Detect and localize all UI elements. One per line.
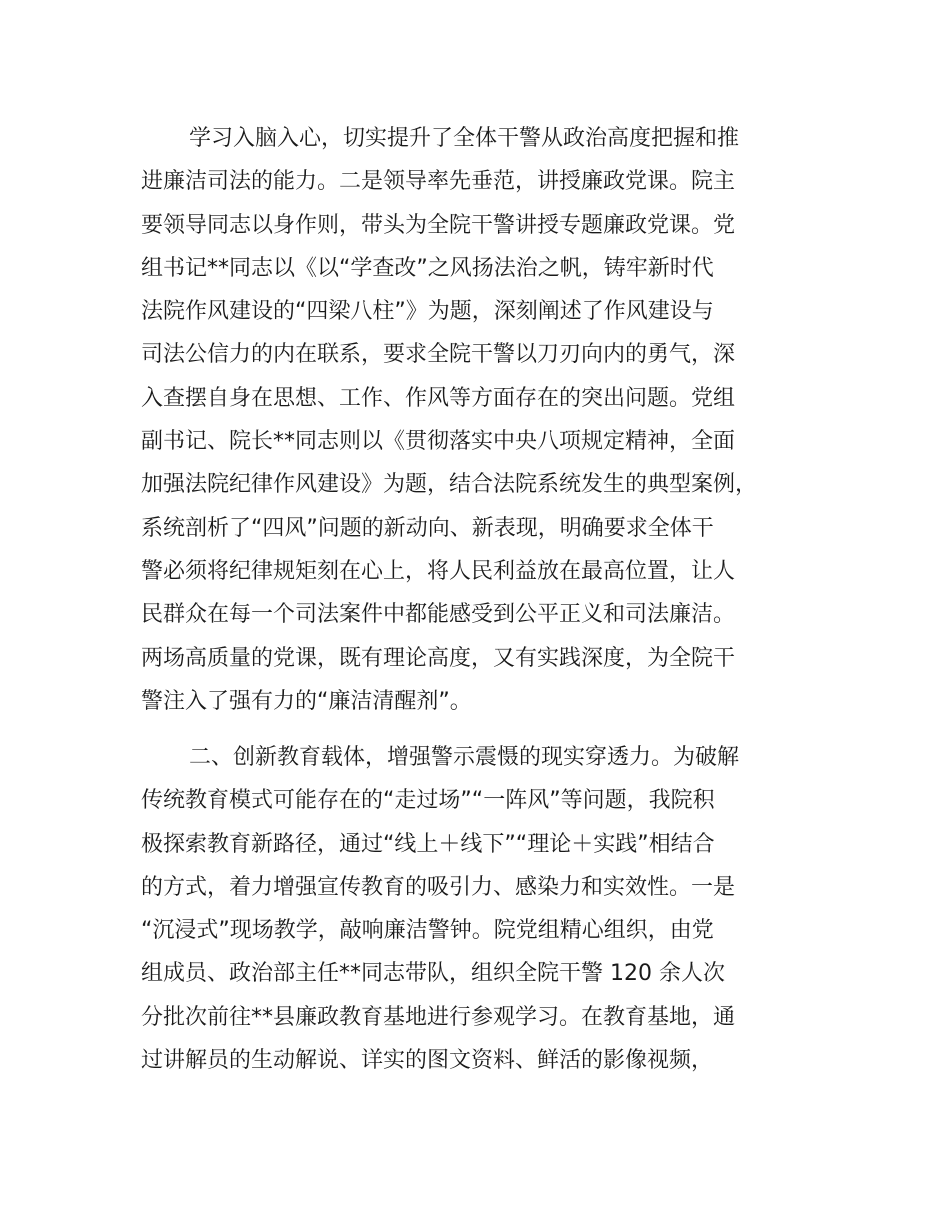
text-line: 系统剖析了“四风”问题的新动向、新表现，明确要求全体干 (141, 515, 714, 541)
text-line: 进廉洁司法的能力。二是领导率先垂范，讲授廉政党课。院主 (141, 169, 736, 195)
text-line: 两场高质量的党课，既有理论高度，又有实践深度，为全院干 (141, 645, 736, 671)
text-line: 过讲解员的生动解说、详实的图文资料、鲜活的影像视频， (141, 1048, 714, 1074)
text-line: 副书记、院长**同志则以《贯彻落实中央八项规定精神，全面 (141, 429, 736, 455)
text-line: 警必须将纪律规矩刻在心上，将人民利益放在最高位置，让人 (141, 558, 736, 584)
text-line: 警注入了强有力的“廉洁清醒剂”。 (141, 688, 472, 714)
text-line: 入查摆自身在思想、工作、作风等方面存在的突出问题。党组 (141, 385, 736, 411)
text-line: 司法公信力的内在联系，要求全院干警以刀刃向内的勇气，深 (141, 342, 736, 368)
text-line: 极探索教育新路径，通过“线上＋线下”“理论＋实践”相结合 (141, 831, 715, 857)
text-line: “沉浸式”现场教学，敲响廉洁警钟。院党组精心组织，由党 (141, 918, 714, 944)
text-line: 组成员、政治部主任**同志带队，组织全院干警 120 余人次 (141, 961, 725, 987)
text-line: 分批次前往**县廉政教育基地进行参观学习。在教育基地，通 (141, 1004, 736, 1030)
text-line: 传统教育模式可能存在的“走过场”“一阵风”等问题，我院积 (141, 788, 715, 814)
text-line: 组书记**同志以《以“学查改”之风扬法治之帆，铸牢新时代 (141, 255, 714, 281)
text-line: 法院作风建设的“四梁八柱”》为题，深刻阐述了作风建设与 (141, 299, 714, 325)
paragraph-2 (141, 736, 841, 1082)
paragraph-1 (141, 117, 841, 723)
text-line: 加强法院纪律作风建设》为题，结合法院系统发生的典型案例， (141, 472, 758, 498)
text-line: 民群众在每一个司法案件中都能感受到公平正义和司法廉洁。 (141, 602, 736, 628)
text-line: 的方式，着力增强宣传教育的吸引力、感染力和实效性。一是 (141, 874, 736, 900)
text-line: 要领导同志以身作则，带头为全院干警讲授专题廉政党课。党 (141, 212, 736, 238)
text-line: 学习入脑入心，切实提升了全体干警从政治高度把握和推 (189, 126, 740, 151)
text-line: 二、创新教育载体，增强警示震慑的现实穿透力。为破解 (189, 745, 740, 770)
